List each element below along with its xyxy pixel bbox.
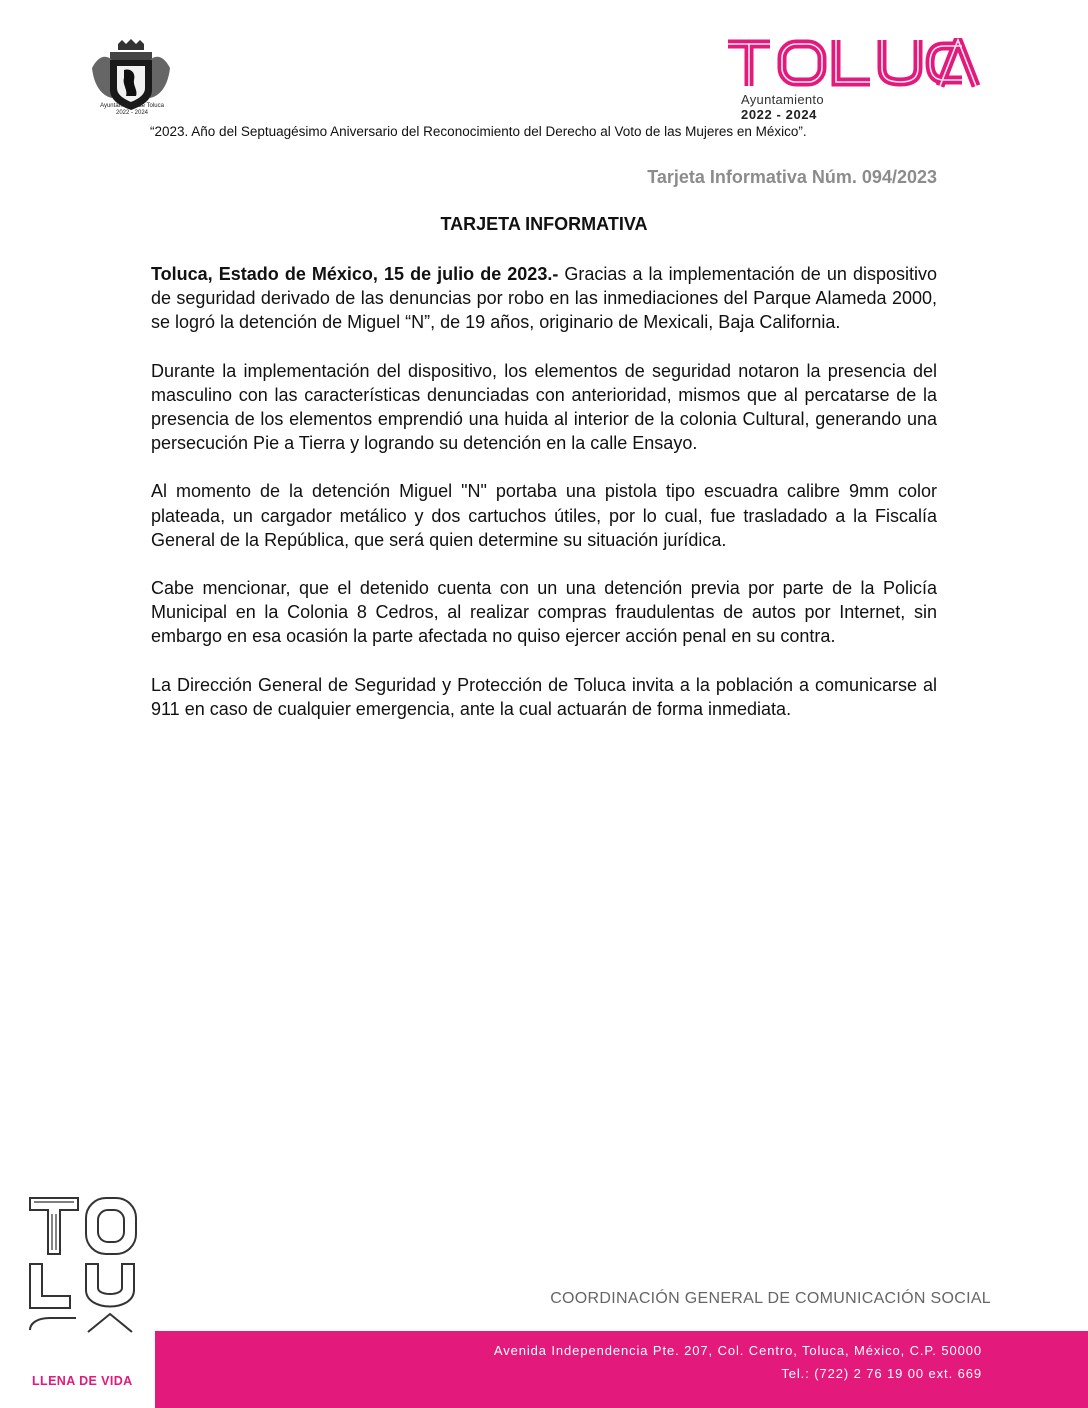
brand-sub-label: Ayuntamiento <box>741 92 824 107</box>
body-paragraph: Durante la implementación del dispositivo, los elementos de seguridad notaron la presencia del masculino con las características denunciadas con anterioridad, mismos que al percatarse de la presencia de los elementos emprendió una huida al interior de la colonia Cultural, generando una persecución Pie a Tierra y logrando su detención en la calle Ensayo. <box>151 360 937 454</box>
lead-paragraph <box>151 262 937 335</box>
footer-slogan: LLENA DE VIDA <box>32 1374 133 1388</box>
lead-dateline: Toluca, Estado de México, 15 de julio de 2023.- <box>151 264 559 284</box>
body-paragraph: La Dirección General de Seguridad y Protección de Toluca invita a la población a comunicarse al 911 en caso de cualquier emergencia, ante la cual actuarán de forma inmediata. <box>151 674 937 719</box>
seal-caption-line1: Ayuntamiento de Toluca <box>100 103 164 109</box>
footer-department: COORDINACIÓN GENERAL DE COMUNICACIÓN SOCIAL <box>550 1290 991 1307</box>
body-paragraph: Al momento de la detención Miguel "N" portaba una pistola tipo escuadra calibre 9mm color plateada, un cargador metálico y dos cartuchos útiles, por lo cual, fue trasladado a la Fiscalía General de la República, que será quien determine su situación jurídica. <box>151 481 937 550</box>
card-number: Tarjeta Informativa Núm. 094/2023 <box>647 167 937 187</box>
toluca-footer-logo-icon <box>26 1194 146 1334</box>
document-title: TARJETA INFORMATIVA <box>440 214 648 234</box>
document-body <box>151 262 937 745</box>
body-paragraph: Cabe mencionar, que el detenido cuenta con un una detención previa por parte de la Policía Municipal en la Colonia 8 Cedros, al realizar compras fraudulentas de autos por Internet, sin embargo en esa ocasión la parte afectada no quiso ejercer acción penal en su contra. <box>151 578 937 647</box>
seal-caption-line2: 2022 - 2024 <box>115 110 149 116</box>
footer-address: Avenida Independencia Pte. 207, Col. Centro, Toluca, México, C.P. 50000 <box>493 1343 982 1358</box>
footer-phone: Tel.: (722) 2 76 19 00 ext. 669 <box>781 1366 982 1381</box>
brand-years: 2022 - 2024 <box>741 107 817 122</box>
header-motto: “2023. Año del Septuagésimo Aniversario del Reconocimiento del Derecho al Voto de las Mujeres en México”. <box>150 124 807 139</box>
lead-text: Gracias a la implementación de un dispositivo de seguridad derivado de las denuncias por robo en las inmediaciones del Parque Alameda 2000, se logró la detención de Miguel “N”, de 19 años, originario de Mexicali, Baja California. <box>151 264 937 333</box>
seal-caption <box>86 103 178 117</box>
toluca-brand-logo-icon <box>726 38 982 88</box>
